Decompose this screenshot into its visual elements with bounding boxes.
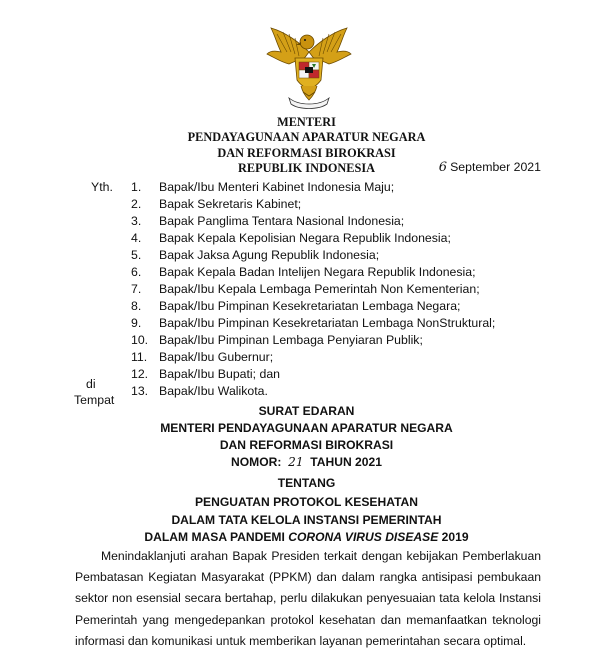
list-number: 8. — [131, 299, 142, 313]
list-number: 12. — [131, 367, 149, 381]
list-text: Bapak Kepala Badan Intelijen Negara Republik Indonesia; — [159, 265, 476, 279]
list-number: 1. — [131, 180, 142, 194]
nomor-value-handwritten: 21 — [288, 455, 304, 469]
di-label: di — [86, 377, 96, 391]
list-text: Bapak/Ibu Bupati; dan — [159, 367, 281, 381]
body-paragraph: Menindaklanjuti arahan Bapak Presiden terkait dengan kebijakan Pemberlakuan Pembatasan Kegiatan Masyarakat (PPKM) dan dalam rangka antisipasi pembukaan sektor non esensial secara bertahap, perlu dilakukan penyesuaian tata kelola Instansi Pemerintah yang mengedepankan protokol kesehatan dan memanfaatkan teknologi informasi dan komunikasi untuk memberikan layanan pemerintahan secara optimal. — [75, 549, 541, 648]
letter-date — [439, 160, 541, 175]
circular-issuer-line-1: MENTERI PENDAYAGUNAAN APARATUR NEGARA — [160, 421, 453, 435]
list-text: Bapak/Ibu Walikota. — [159, 384, 268, 398]
garuda-emblem — [263, 22, 355, 112]
list-text: Bapak/Ibu Menteri Kabinet Indonesia Maju; — [159, 180, 395, 194]
list-text: Bapak Panglima Tentara Nasional Indonesia; — [159, 214, 405, 228]
list-text: Bapak Sekretaris Kabinet; — [159, 197, 302, 211]
subject-line-3-italic: CORONA VIRUS DISEASE — [288, 530, 439, 544]
subject-line-1: PENGUATAN PROTOKOL KESEHATAN — [194, 495, 419, 509]
letterhead-line-3: DAN REFORMASI BIROKRASI — [217, 145, 396, 160]
list-number: 11. — [131, 350, 148, 364]
list-number: 2. — [131, 197, 142, 211]
list-text: Bapak/Ibu Pimpinan Lembaga Penyiaran Publik; — [159, 333, 423, 347]
tempat-label: Tempat — [74, 393, 115, 407]
list-number: 4. — [131, 231, 142, 245]
list-text: Bapak/Ibu Kepala Lembaga Pemerintah Non Kementerian; — [159, 282, 480, 296]
list-text: Bapak/Ibu Gubernur; — [159, 350, 274, 364]
addressee-label: Yth. — [91, 180, 113, 194]
list-text: Bapak Kepala Kepolisian Negara Republik Indonesia; — [159, 231, 451, 245]
subject-line-2: DALAM TATA KELOLA INSTANSI PEMERINTAH — [171, 513, 442, 527]
letterhead-line-4: REPUBLIK INDONESIA — [237, 161, 375, 176]
subject-line-3-year: 2019 — [441, 530, 469, 544]
date-day-handwritten: 6 — [438, 160, 448, 175]
list-number: 5. — [131, 248, 142, 262]
nomor-label: NOMOR: — [231, 455, 282, 469]
list-number: 9. — [131, 316, 142, 330]
list-text: Bapak/Ibu Pimpinan Kesekretariatan Lembaga NonStruktural; — [159, 316, 496, 330]
list-text: Bapak/Ibu Pimpinan Kesekretariatan Lembaga Negara; — [159, 299, 461, 313]
list-number: 6. — [131, 265, 142, 279]
list-text: Bapak Jaksa Agung Republik Indonesia; — [159, 248, 380, 262]
list-number: 3. — [131, 214, 142, 228]
circular-title: SURAT EDARAN — [258, 404, 355, 418]
list-number: 10. — [131, 333, 149, 347]
tentang-label: TENTANG — [277, 476, 336, 490]
circular-number — [0, 455, 613, 469]
list-number: 7. — [131, 282, 142, 296]
letterhead-line-2: PENDAYAGUNAAN APARATUR NEGARA — [187, 130, 426, 145]
subject-line-3 — [0, 530, 613, 544]
list-number: 13. — [131, 384, 149, 398]
date-month-year: September 2021 — [450, 160, 541, 174]
circular-issuer-line-2: DAN REFORMASI BIROKRASI — [219, 438, 394, 452]
nomor-year: TAHUN 2021 — [310, 455, 382, 469]
subject-line-3-part-1: DALAM MASA PANDEMI — [144, 530, 285, 544]
letterhead-line-1: MENTERI — [277, 115, 336, 129]
